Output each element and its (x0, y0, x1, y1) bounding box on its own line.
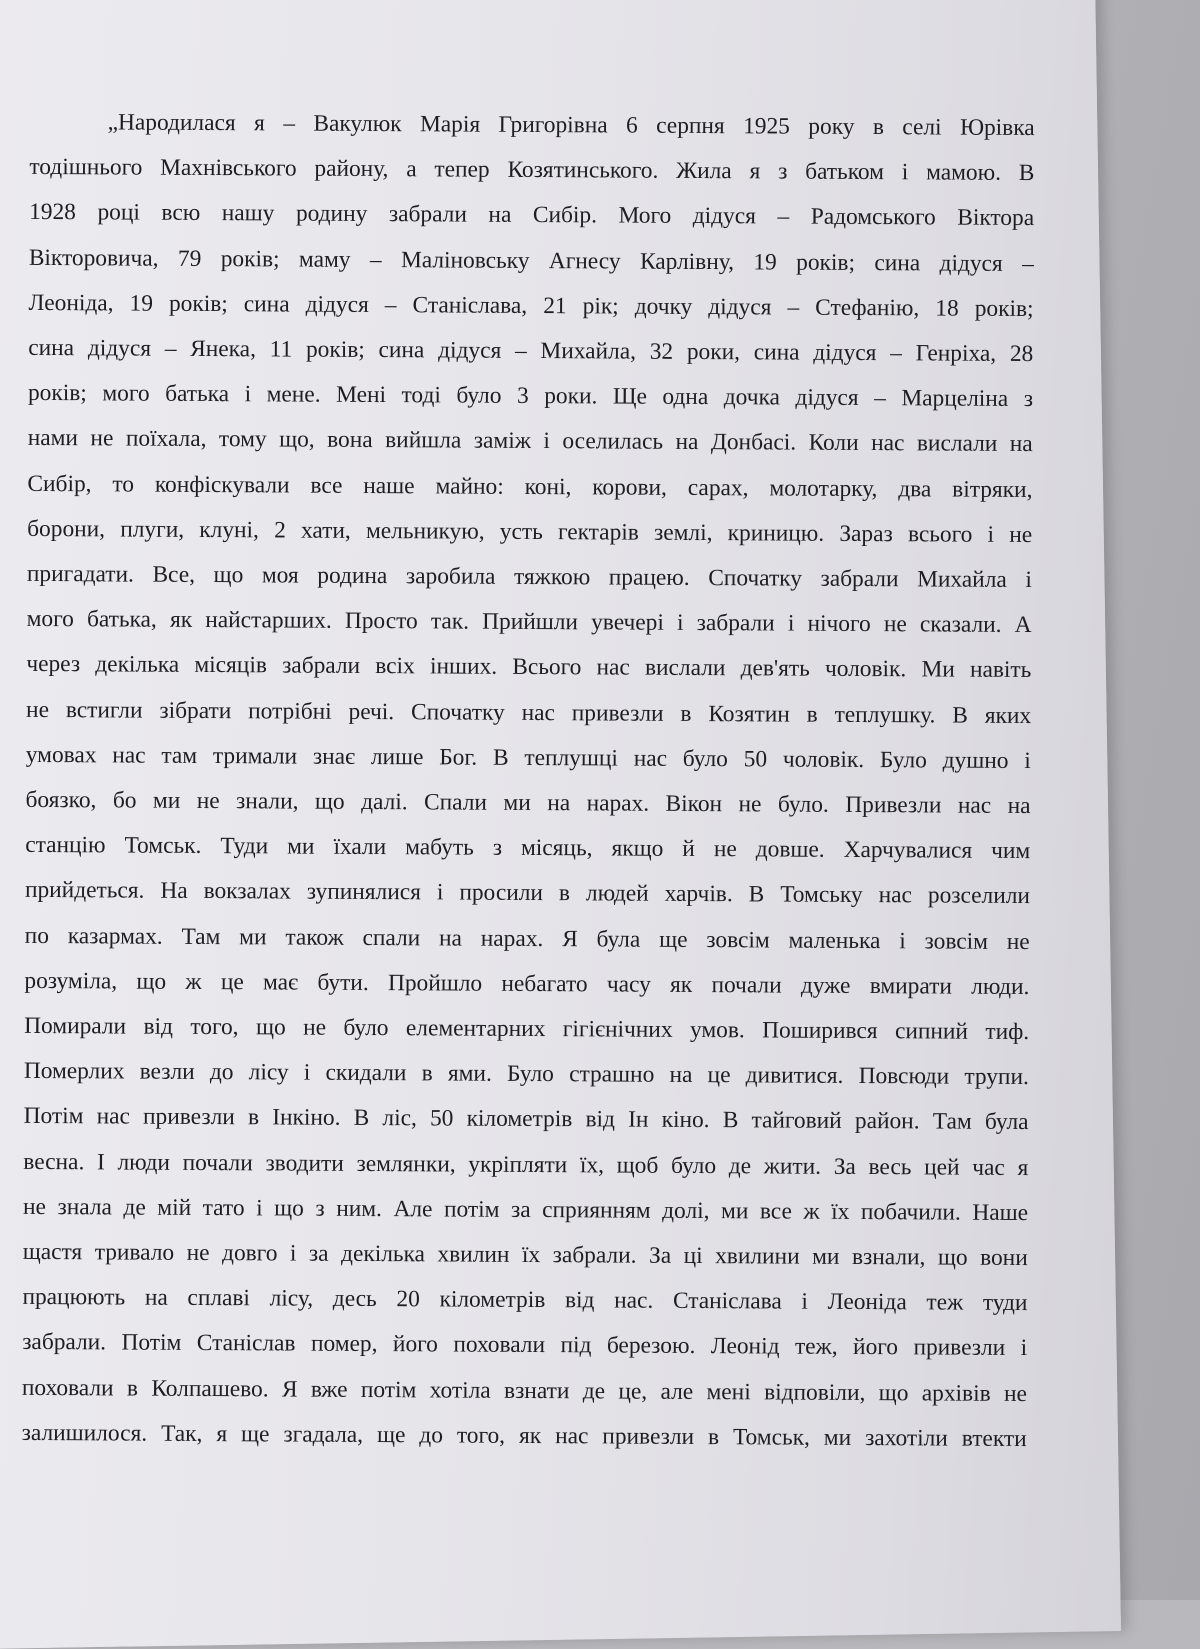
text-line: Сибір, то конфіскували все наше майно: коні, корови, сарах, молотарку, два вітряки, (27, 470, 1033, 503)
text-line: боязко, бо ми не знали, що далі. Спали ми на нарах. Вікон не було. Привезли нас на (25, 786, 1031, 820)
text-line: розуміла, що ж це має бути. Пройшло небагато часу як почали дуже вмирати люди. (24, 967, 1030, 1000)
text-line: тодішнього Махнівського району, а тепер Козятинського. Жила я з батьком і мамою. В (29, 154, 1035, 187)
text-line: працюють на сплаві лісу, десь 20 кілометрів від нас. Станіслава і Леоніда теж туди (22, 1284, 1028, 1317)
text-line: не встигли зібрати потрібні речі. Спочатку нас привезли в Козятин в теплушку. В яких (26, 696, 1032, 729)
text-line: не знала де мій тато і що з ним. Але потім за сприянням долі, ми все ж їх побачили. Наше (22, 1193, 1029, 1226)
text-line: Померлих везли до лісу і скидали в ями. Було страшно на це дивитися. Повсюди трупи. (23, 1058, 1029, 1091)
text-line: мого батька, як найстарших. Просто так. Прийшли увечері і забрали і нічого не сказали. А (26, 606, 1032, 639)
text-line: нами не поїхала, тому що, вона вийшла заміж і оселилась на Донбасі. Коли нас вислали на (27, 425, 1033, 458)
text-line: по казармах. Там ми також спали на нарах. Я була ще зовсім маленька і зовсім не (24, 922, 1030, 955)
text-line: борони, плуги, клуні, 2 хати, мельникую, усть гектарів землі, криницю. Зараз всього і не (27, 515, 1033, 548)
text-line: поховали в Колпашево. Я вже потім хотіла взнати де це, але мені відповіли, що архівів не (21, 1374, 1028, 1407)
text-line: забрали. Потім Станіслав помер, його поховали під березою. Леонід теж, його привезли і (22, 1329, 1028, 1362)
text-line: років; мого батька і мене. Мені тоді було 3 роки. Ще одна дочка дідуся – Марцеліна з (27, 380, 1034, 413)
typed-text (22, 100, 1035, 1462)
text-line: умовах нас там тримали знає лише Бог. В теплушці нас було 50 чоловік. Було душно і (25, 741, 1031, 774)
text-line: прийдеться. На вокзалах зупинялися і просили в людей харчів. В Томську нас розселили (24, 877, 1031, 910)
text-line: „Народилася я – Вакулюк Марія Григорівна 6 серпня 1925 року в селі Юрівка (107, 109, 1035, 142)
text-line: пригадати. Все, що моя родина заробила тяжкою працею. Спочатку забрали Михайла і (26, 560, 1032, 594)
text-line: залишилося. Так, я ще згадала, ще до того, як нас привезли в Томськ, ми захотіли втекти (21, 1419, 1027, 1452)
text-line: через декілька місяців забрали всіх інших. Всього нас вислали дев'ять чоловік. Ми навіть (26, 651, 1032, 684)
text-line: Вікторовича, 79 років; маму – Маліновську Агнесу Карлівну, 19 років; сина дідуся – (28, 244, 1034, 277)
text-line: Леоніда, 19 років; сина дідуся – Станіслава, 21 рік; дочку дідуся – Стефанію, 18 років; (28, 289, 1034, 322)
text-line: 1928 році всю нашу родину забрали на Сибір. Мого дідуся – Радомського Віктора (29, 199, 1035, 232)
text-line: весна. І люди почали зводити землянки, укріпляти їх, щоб було де жити. За весь цей час я (23, 1148, 1029, 1181)
text-line: Помирали від того, що не було елементарних гігієнічних умов. Поширився сипний тиф. (24, 1012, 1030, 1046)
text-line: щастя тривало не довго і за декілька хвилин їх забрали. За ці хвилини ми взнали, що вони (22, 1238, 1028, 1272)
text-line: станцію Томськ. Туди ми їхали мабуть з місяць, якщо й не довше. Харчувалися чим (25, 832, 1031, 865)
text-line: сина дідуся – Янека, 11 років; сина дідуся – Михайла, 32 роки, сина дідуся – Генріха, 28 (28, 334, 1034, 368)
text-line: Потім нас привезли в Інкіно. В ліс, 50 кілометрів від Ін кіно. В тайговий район. Там була (23, 1103, 1029, 1136)
